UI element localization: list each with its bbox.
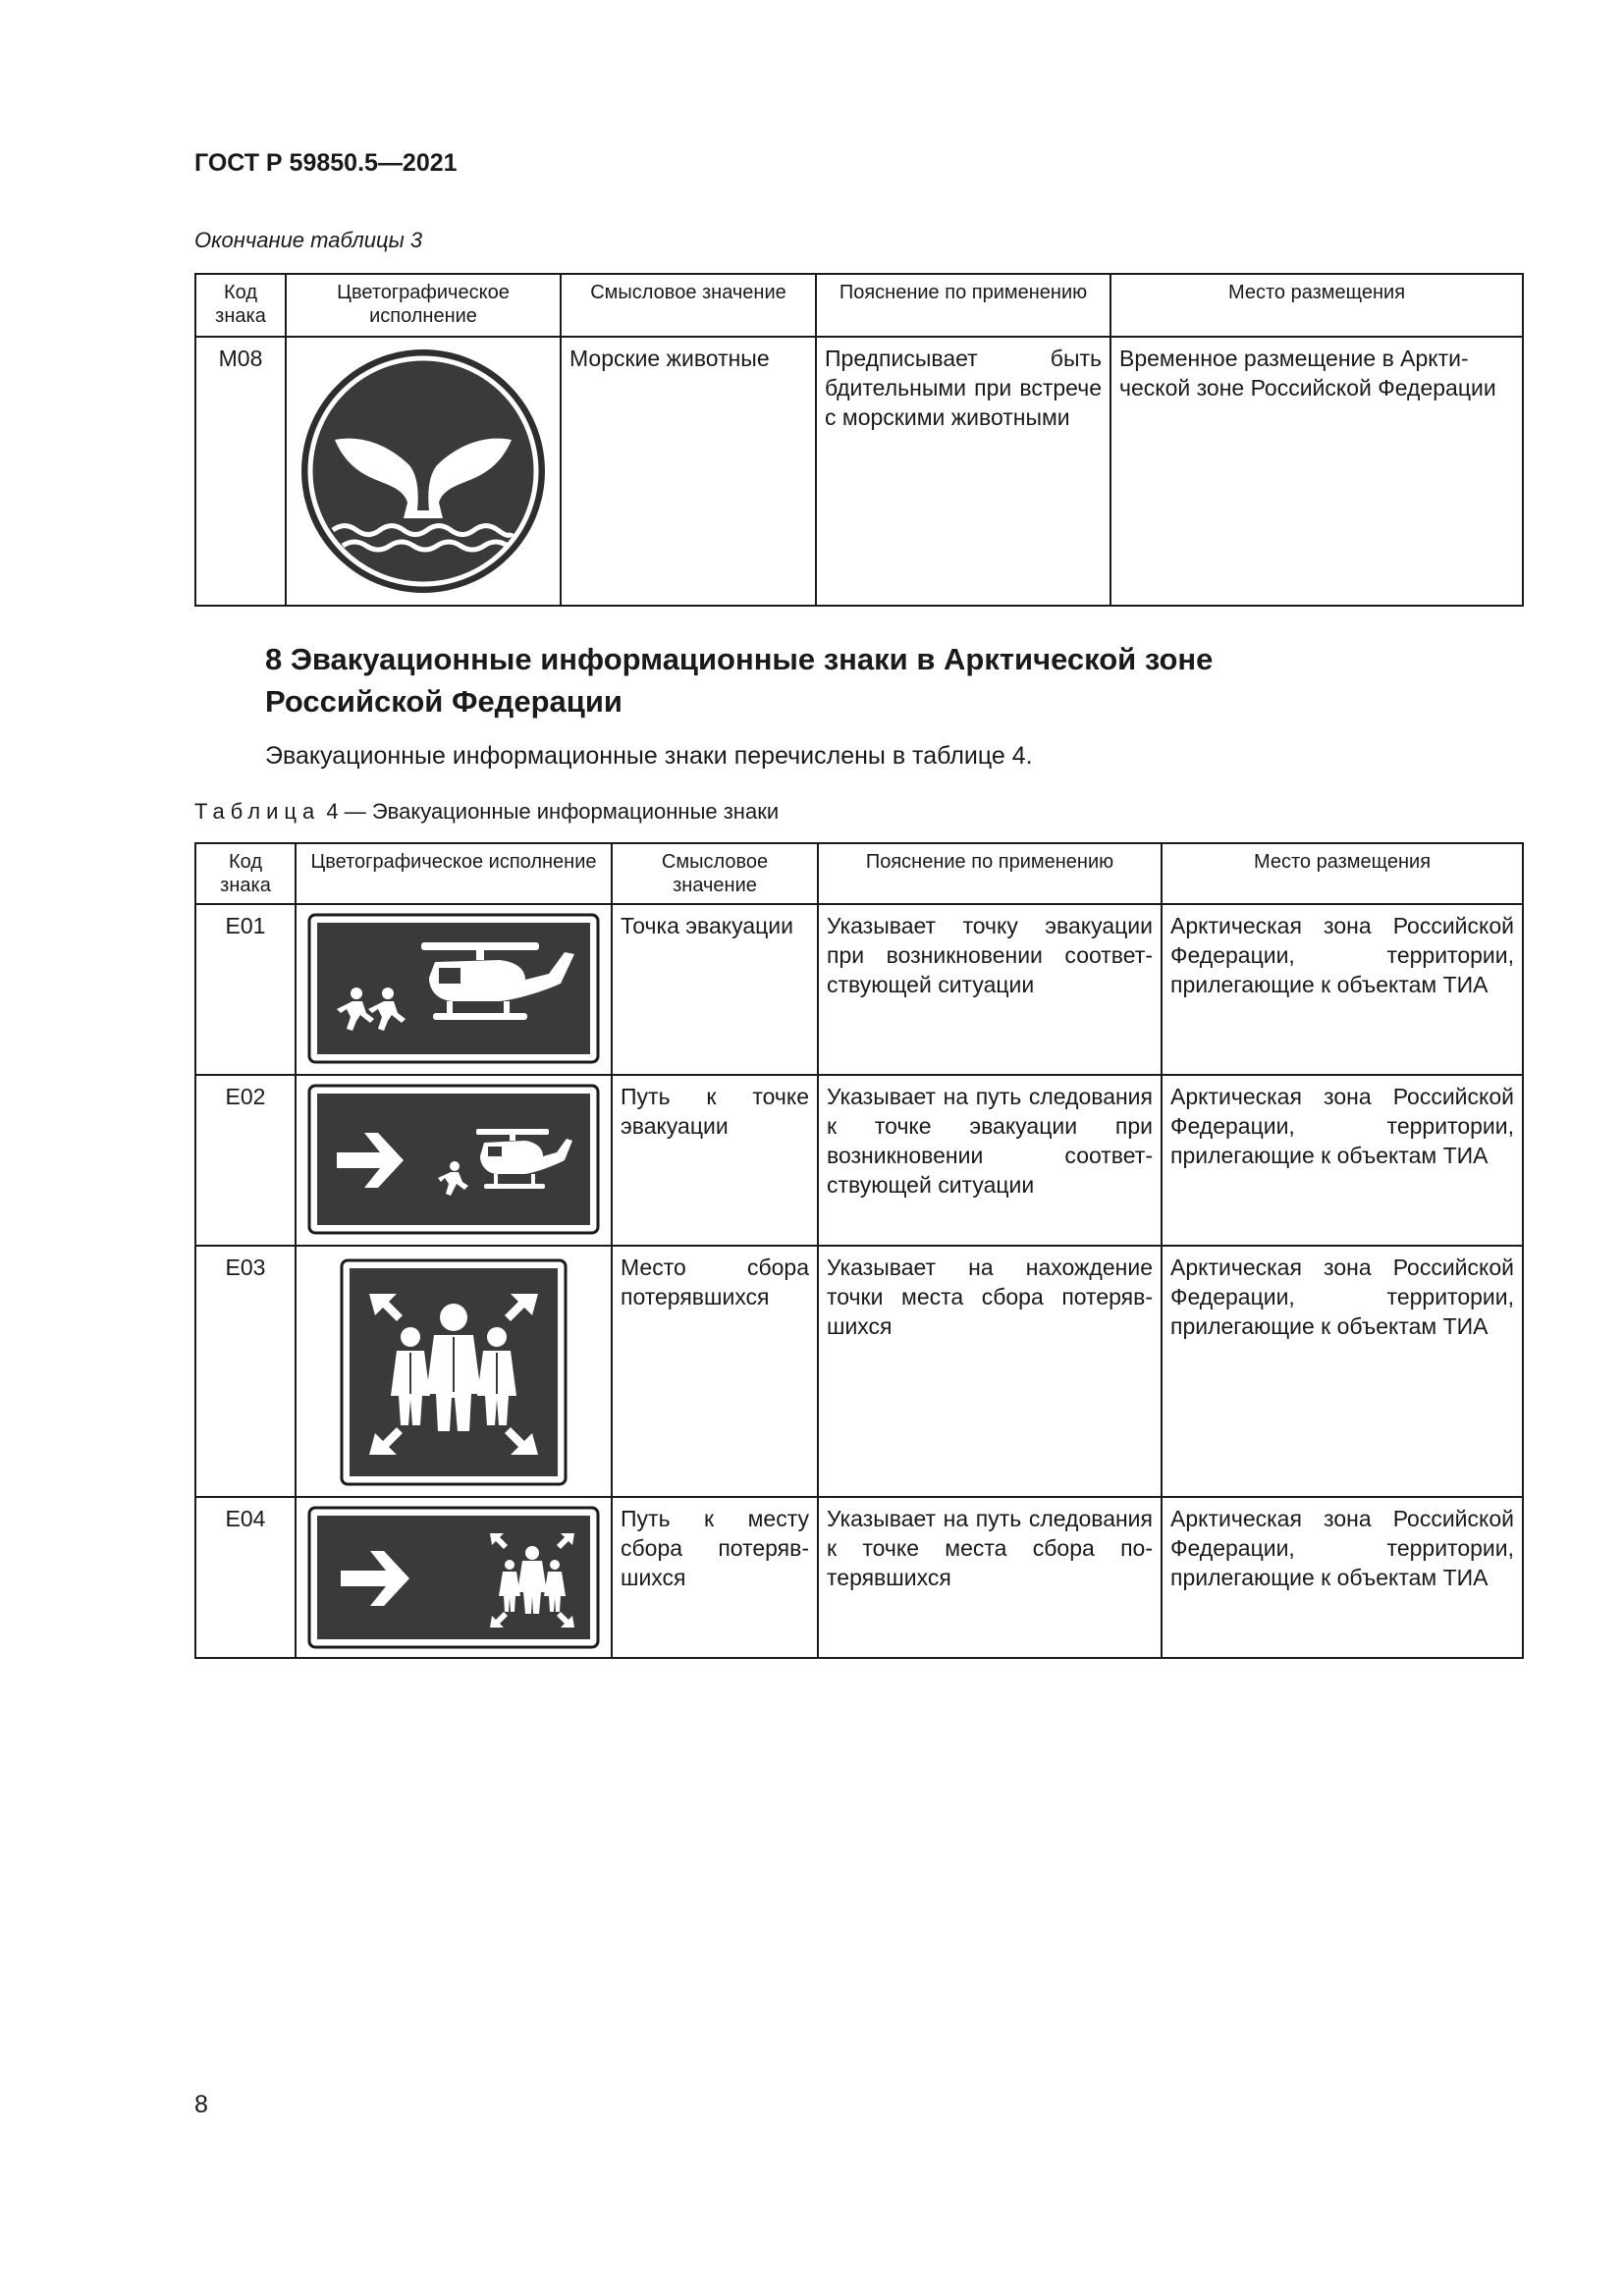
sign-code: E01: [195, 904, 296, 1075]
document-code: ГОСТ Р 59850.5—2021: [194, 149, 458, 177]
sign-code: E02: [195, 1075, 296, 1246]
sign-placement: Арктическая зона Российской Федерации, территории, прилегающие к объектам ТИА: [1162, 904, 1523, 1075]
sign-code: M08: [195, 337, 286, 606]
table4: [194, 842, 1524, 1659]
whale-tail-sign-icon: [296, 344, 551, 599]
table-row: [195, 1075, 1523, 1246]
table-row: [195, 337, 1523, 606]
sign-explanation: Указывает на путь следования к точке эвакуации при возникновении соответствующей ситуации: [818, 1075, 1162, 1246]
sign-graphic-cell: [286, 337, 561, 606]
column-header-placement: Место размещения: [1110, 274, 1523, 337]
sign-code: E03: [195, 1246, 296, 1497]
sign-placement: Арктическая зона Российской Федерации, территории, прилегающие к объектам ТИА: [1162, 1497, 1523, 1658]
lost-people-assembly-point-sign-icon: [340, 1258, 568, 1490]
sign-placement: Временное размещение в Арктической зоне Российской Федерации: [1110, 337, 1523, 606]
table3: [194, 273, 1524, 607]
path-to-assembly-point-sign-icon: [307, 1504, 600, 1651]
sign-explanation: Указывает точку эвакуации при возникновении соответствующей ситуации: [818, 904, 1162, 1075]
section-title: 8 Эвакуационные информационные знаки в Арктической зоне Российской Федерации: [265, 642, 1214, 719]
column-header-graphic: Цветографическое исполнение: [286, 274, 561, 337]
sign-meaning: Место сбора потерявшихся: [612, 1246, 818, 1497]
sign-explanation: Указывает на нахождение точки места сбора потерявшихся: [818, 1246, 1162, 1497]
column-header-meaning: Смысловое значение: [561, 274, 816, 337]
sign-meaning: Точка эвакуации: [612, 904, 818, 1075]
sign-placement: Арктическая зона Российской Федерации, территории, прилегающие к объектам ТИА: [1162, 1075, 1523, 1246]
sign-graphic-cell: [296, 1246, 612, 1497]
column-header-graphic: Цветографическое исполнение: [296, 843, 612, 904]
sign-explanation: Предписывает быть бдительными при встрече с морскими животными: [816, 337, 1110, 606]
sign-meaning: Путь к точке эвакуации: [612, 1075, 818, 1246]
table-row: [195, 904, 1523, 1075]
sign-meaning: Морские животные: [561, 337, 816, 606]
table4-caption: [194, 799, 779, 825]
sign-graphic-cell: [296, 1075, 612, 1246]
column-header-explanation: Пояснение по применению: [818, 843, 1162, 904]
sign-meaning: Путь к месту сбора потерявшихся: [612, 1497, 818, 1658]
table-row: [195, 1497, 1523, 1658]
column-header-explanation: Пояснение по применению: [816, 274, 1110, 337]
table-row: [195, 1246, 1523, 1497]
column-header-code: Код знака: [195, 274, 286, 337]
table4-caption-text: 4 — Эвакуационные информационные знаки: [320, 799, 780, 824]
sign-explanation: Указывает на путь следования к точке места сбора потерявшихся: [818, 1497, 1162, 1658]
column-header-code: Код знака: [195, 843, 296, 904]
table3-header-row: [195, 274, 1523, 337]
sign-code: E04: [195, 1497, 296, 1658]
table4-caption-label: Таблица: [194, 799, 321, 824]
column-header-meaning: Смысловое значение: [612, 843, 818, 904]
path-to-evacuation-point-sign-icon: [307, 1082, 600, 1237]
table4-header-row: [195, 843, 1523, 904]
column-header-placement: Место размещения: [1162, 843, 1523, 904]
sign-graphic-cell: [296, 904, 612, 1075]
evacuation-point-sign-icon: [307, 911, 600, 1066]
sign-placement: Арктическая зона Российской Федерации, территории, прилегающие к объектам ТИА: [1162, 1246, 1523, 1497]
sign-graphic-cell: [296, 1497, 612, 1658]
section-paragraph: Эвакуационные информационные знаки перечислены в таблице 4.: [265, 742, 1033, 770]
page-number: 8: [194, 2091, 208, 2118]
table3-caption: Окончание таблицы 3: [194, 228, 423, 252]
